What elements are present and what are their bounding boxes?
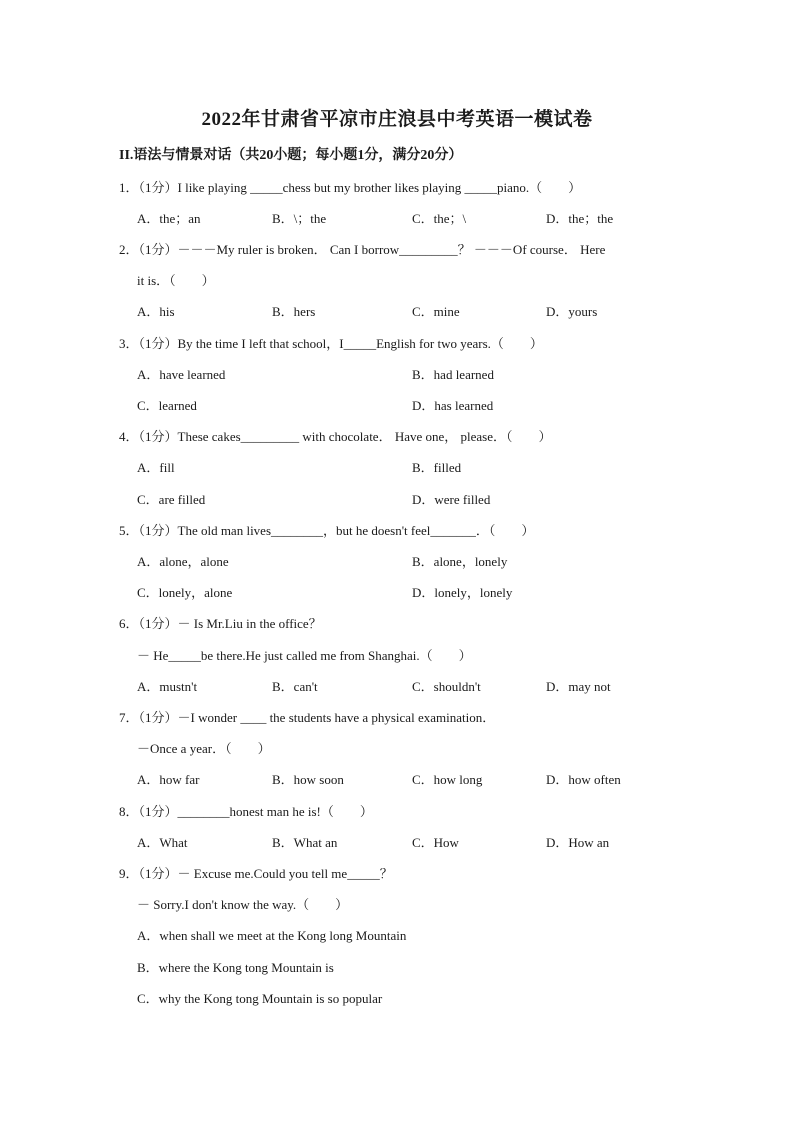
question-8-text: 8．（1分）________honest man he is!（ ） xyxy=(119,804,373,819)
question-5-text: 5．（1分）The old man lives________，but he doesn't feel_______．（ ） xyxy=(119,523,535,538)
question-9-option-b: B．where the Kong tong Mountain is xyxy=(137,960,334,975)
question-5-option-d: D．lonely，lonely xyxy=(412,585,513,600)
question-1-option-d: D．the；the xyxy=(546,211,614,226)
question-7-text-cont: －Once a year．（ ） xyxy=(137,741,271,756)
question-4-text: 4．（1分）These cakes_________ with chocolate． Have one， please．（ ） xyxy=(119,429,552,444)
question-9-text: 9．（1分）－ Excuse me.Could you tell me_____？ xyxy=(119,866,393,881)
question-9-text-cont: － Sorry.I don't know the way.（ ） xyxy=(137,897,349,912)
question-1-option-c: C．the；\ xyxy=(412,211,467,226)
question-4-option-c: C．are filled xyxy=(137,492,206,507)
question-7-text: 7．（1分）－I wonder ____ the students have a physical examination． xyxy=(119,710,496,725)
question-8-option-a: A．What xyxy=(137,835,188,850)
question-1-option-b: B．\；the xyxy=(272,211,327,226)
question-3-option-b: B．had learned xyxy=(412,367,494,382)
question-8-option-d: D．How an xyxy=(546,835,610,850)
question-2-option-a: A．his xyxy=(137,304,175,319)
question-2-text-cont: it is．（ ） xyxy=(137,273,215,288)
question-5-option-b: B．alone，lonely xyxy=(412,554,508,569)
question-7-option-a: A．how far xyxy=(137,772,200,787)
question-5-option-c: C．lonely，alone xyxy=(137,585,233,600)
question-3-option-d: D．has learned xyxy=(412,398,494,413)
question-5-option-a: A．alone，alone xyxy=(137,554,229,569)
question-2-option-d: D．yours xyxy=(546,304,598,319)
question-8-option-b: B．What an xyxy=(272,835,338,850)
question-3-option-a: A．have learned xyxy=(137,367,226,382)
question-2-option-b: B．hers xyxy=(272,304,316,319)
question-6-text: 6．（1分）－ Is Mr.Liu in the office？ xyxy=(119,616,322,631)
question-1-text: 1．（1分）I like playing _____chess but my brother likes playing _____piano.（ ） xyxy=(119,180,582,195)
question-6-option-c: C．shouldn't xyxy=(412,679,481,694)
section-heading: II.语法与情景对话（共20小题；每小题1分，满分20分） xyxy=(119,148,463,163)
question-7-option-b: B．how soon xyxy=(272,772,344,787)
question-6-option-a: A．mustn't xyxy=(137,679,198,694)
question-3-text: 3．（1分）By the time I left that school，I_____English for two years.（ ） xyxy=(119,336,543,351)
question-9-option-a: A．when shall we meet at the Kong long Mountain xyxy=(137,928,407,943)
question-6-option-b: B．can't xyxy=(272,679,318,694)
question-2-text: 2．（1分）－－－My ruler is broken． Can I borrow_________？ －－－Of course． Here xyxy=(119,242,606,257)
question-7-option-d: D．how often xyxy=(546,772,621,787)
page-title: 2022年甘肃省平凉市庄浪县中考英语一模试卷 xyxy=(201,109,593,130)
question-4-option-d: D．were filled xyxy=(412,492,491,507)
question-3-option-c: C．learned xyxy=(137,398,197,413)
question-7-option-c: C．how long xyxy=(412,772,483,787)
question-9-option-c: C．why the Kong tong Mountain is so popular xyxy=(137,991,383,1006)
question-4-option-a: A．fill xyxy=(137,460,175,475)
question-4-option-b: B．filled xyxy=(412,460,462,475)
question-1-option-a: A．the；an xyxy=(137,211,201,226)
question-6-option-d: D．may not xyxy=(546,679,611,694)
question-8-option-c: C．How xyxy=(412,835,459,850)
question-2-option-c: C．mine xyxy=(412,304,460,319)
question-6-text-cont: － He_____be there.He just called me from Shanghai.（ ） xyxy=(137,648,472,663)
